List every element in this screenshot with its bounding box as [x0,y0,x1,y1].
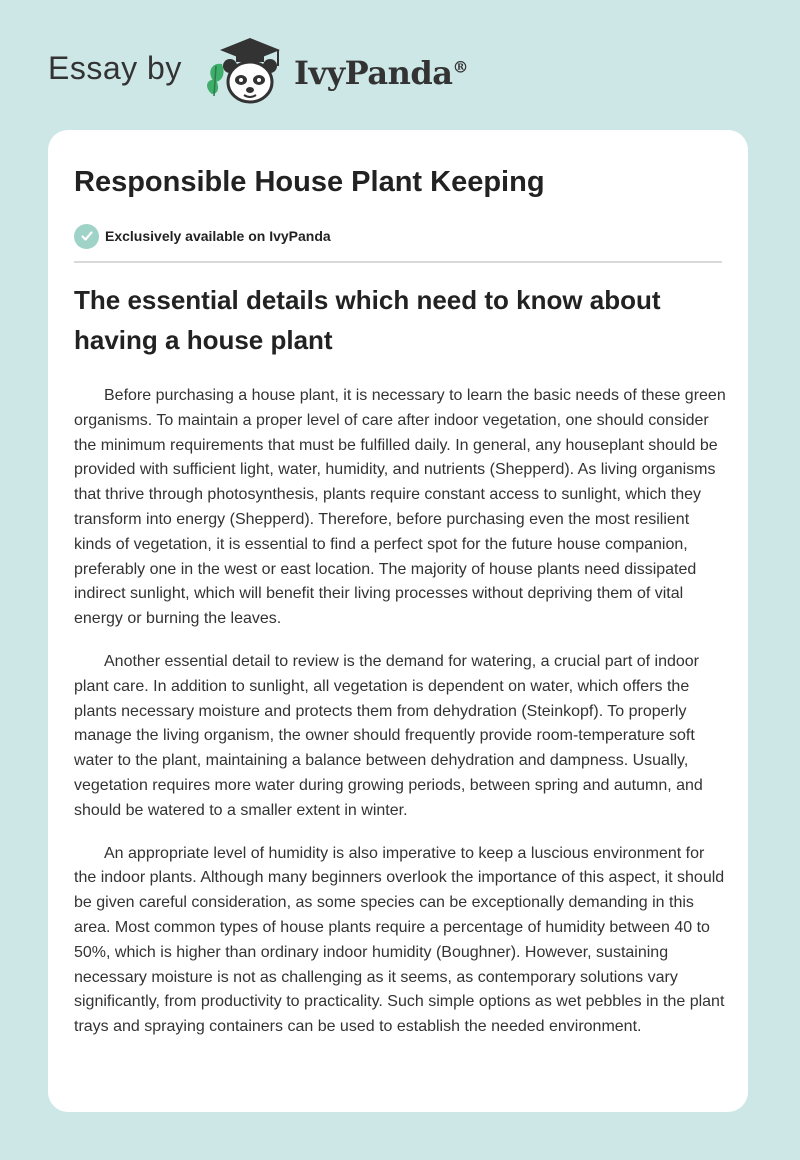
registered-mark: ® [452,57,468,77]
essay-by-label: Essay by [48,50,182,86]
essay-card [48,130,748,1112]
exclusive-badge [74,223,331,249]
paragraph-1: Before purchasing a house plant, it is necessary to learn the basic needs of these green organisms. To maintain a proper level of care after indoor vegetation, one should consider the minimum requirements that must be fulfilled daily. In general, any houseplant should be provided with sufficient light, water, humidity, and nutrients (Shepperd). As living organisms that thrive through photosynthesis, plants require constant access to sunlight, which they transform into energy (Shepperd). Therefore, before purchasing even the most resilient kinds of vegetation, it is essential to find a perfect spot for the future house companion, preferably one in the west or east location. The majority of house plants need dissipated indirect sunlight, which will benefit their living processes without depriving them of vital energy or burning the leaves. [74,387,726,628]
paragraph-3: An appropriate level of humidity is also imperative to keep a luscious environment for the indoor plants. Although many beginners overlook the importance of this aspect, it should be given careful consideration, as some species can be exceptionally demanding in this area. Most common types of house plants require a percentage of humidity between 40 to 50%, which is higher than ordinary indoor humidity (Boughner). However, sustaining necessary moisture is not as challenging as it seems, as contemporary solutions vary significantly, from productivity to practicality. Such simple options as wet pebbles in the plant trays and spraying containers can be used to establish the needed environment. [74,844,725,1036]
site-header [0,0,800,120]
paragraph-2: Another essential detail to review is the demand for watering, a crucial part of indoor plant care. In addition to sunlight, all vegetation is dependent on water, which offers the plants necessary moisture and protects them from dehydration (Steinkopf). To properly manage the living organism, the owner should frequently provide room-temperature soft water to the plant, maintaining a balance between dehydration and dampness. Usually, vegetation requires more water during growing periods, between spring and autumn, and should be watered to a smaller extent in winter. [74,652,703,819]
exclusive-badge-label: Exclusively available on IvyPanda [105,228,331,244]
section-heading: The essential details which need to know about having a house plant [74,285,661,355]
panda-logo-icon [200,36,292,108]
brand-name[interactable] [294,54,468,92]
divider [74,261,722,263]
essay-title: Responsible House Plant Keeping [74,166,545,198]
brand-text: IvyPanda [294,54,453,92]
check-icon [74,224,99,249]
essay-body [74,384,726,1058]
